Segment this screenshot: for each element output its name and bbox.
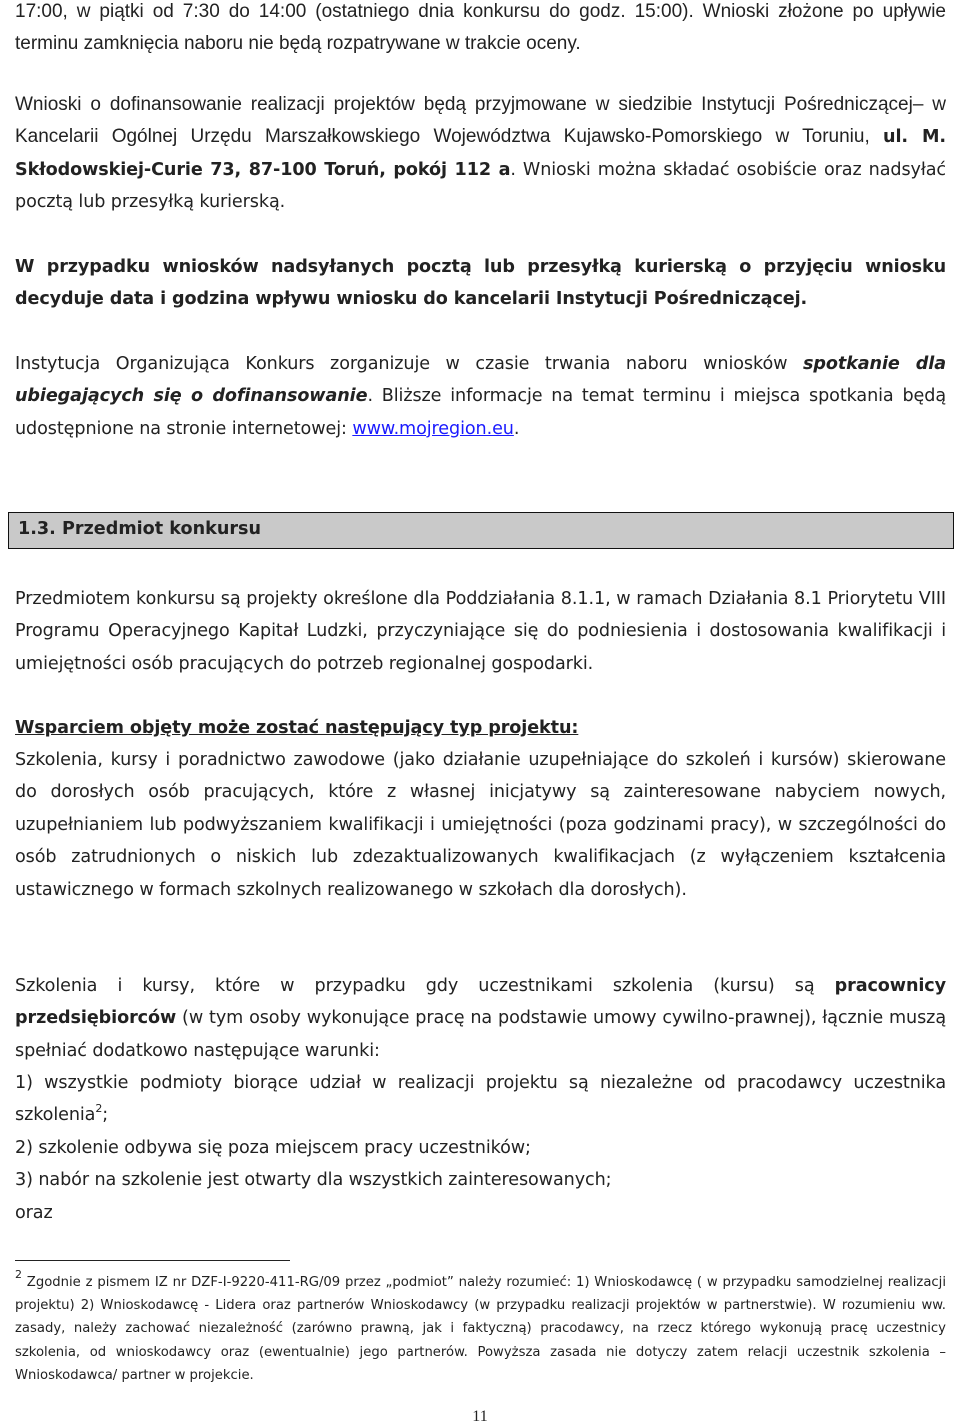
postal-paragraph: W przypadku wniosków nadsyłanych pocztą lub przesyłką kurierską o przyjęciu wniosku decyduje data i godzina wpływu wniosku do kancelarii Instytucji Pośredniczącej. xyxy=(15,257,946,310)
conditions-list xyxy=(15,1067,946,1229)
condition-item: 2) szkolenie odbywa się poza miejscem pracy uczestników; xyxy=(15,1137,531,1158)
website-link[interactable]: www.mojregion.eu xyxy=(352,418,514,439)
footnote-mark: 2 xyxy=(15,1268,22,1281)
meeting-emphasis: spotkanie dla ubiegających się o dofinansowanie xyxy=(15,354,947,407)
address-text: Wnioski o dofinansowanie realizacji projektów będą przyjmowane w siedzibie Instytucji Pośredniczącej– w Kancelarii Ogólnej Urzędu Marszałkowskiego Województwa Kujawsko-Pomorskiego w Toruniu, xyxy=(15,94,946,148)
section-title: 1.3. Przedmiot konkursu xyxy=(18,519,262,539)
meeting-text: Instytucja Organizująca Konkurs zorganizuje w czasie trwania naboru wniosków xyxy=(15,354,803,374)
conditions-tail: (w tym osoby wykonujące pracę na podstawie umowy cywilno-prawnej), łącznie muszą spełniać dodatkowo następujące warunki: xyxy=(15,1008,946,1061)
condition-item: 3) nabór na szkolenie jest otwarty dla wszystkich zainteresowanych; xyxy=(15,1170,612,1191)
support-heading: Wsparciem objęty może zostać następujący typ projektu: xyxy=(15,718,579,738)
conditions-bold: pracownicy przedsiębiorców xyxy=(15,976,946,1029)
meeting-end: . xyxy=(513,418,520,439)
condition-item: 1) wszystkie podmioty biorące udział w realizacji projektu są niezależne od pracodawcy uczestnika szkolenia$^2$; xyxy=(15,1073,946,1126)
footnote-separator xyxy=(15,1260,290,1261)
training-paragraph: Szkolenia, kursy i poradnictwo zawodowe (jako działanie uzupełniające do szkoleń i kursów) skierowane do dorosłych osób pracujących, które z własnej inicjatywy są zainteresowane nabyciem nowych, uzupełnianiem lub podwyższaniem kwalifikacji i umiejętności (poza godzinami pracy), w szczególności do osób zatrudnionych o niskich lub zdezaktualizowanych kwalifikacjach (z wyłączeniem kształcenia ustawicznego w formach szkolnych realizowanego w szkołach dla dorosłych). xyxy=(15,750,946,900)
meeting-info: . Bliższe informacje na temat terminu i miejsca spotkania będą udostępnione na stronie internetowej: xyxy=(15,386,946,439)
condition-item: oraz xyxy=(15,1202,53,1223)
footnote xyxy=(15,1268,946,1387)
subject-paragraph: Przedmiotem konkursu są projekty określone dla Poddziałania 8.1.1, w ramach Działania 8.1 Priorytetu VIII Programu Operacyjnego Kapitał Ludzki, przyczyniające się do podniesienia i dostosowania kwalifikacji i umiejętności osób pracujących do potrzeb regionalnej gospodarki. xyxy=(15,589,946,674)
meeting-paragraph xyxy=(15,348,946,445)
deadline-paragraph: 17:00, w piątki od 7:30 do 14:00 (ostatniego dnia konkursu do godz. 15:00). Wnioski złożone po upływie terminu zamknięcia naboru nie będą rozpatrywane w trakcie oceny. xyxy=(15,1,946,55)
section-header xyxy=(8,512,954,549)
address-paragraph xyxy=(15,89,946,219)
footnote-text: Zgodnie z pismem IZ nr DZF-I-9220-411-RG/09 przez „podmiot” należy rozumieć: 1) Wnioskodawcę ( w przypadku samodzielnej realizacji projektu) 2) Wnioskodawcę - Lidera oraz partnerów Wnioskodawcy (w przypadku realizacji projektów w partnerstwie). W rozumieniu ww. zasady, należy zachować niezależność (zarówno prawną, jak i faktyczną) pracodawcy, na rzecz którego wykonują pracę uczestnicy szkolenia, od wnioskodawcy oraz (ewentualnie) jego partnerów. Powyższa zasada nie dotyczy zatem relacji uczestnik szkolenia – Wnioskodawca/ partner w projekcie. xyxy=(15,1275,946,1383)
conditions-paragraph xyxy=(15,970,946,1067)
footnote-ref[interactable]: 2 xyxy=(95,1102,103,1116)
conditions-text: Szkolenia i kursy, które w przypadku gdy uczestnikami szkolenia (kursu) są xyxy=(15,976,835,996)
address-bold: ul. M. Skłodowskiej-Curie 73, 87-100 Toruń, pokój 112 a xyxy=(15,127,946,180)
page-number: 11 xyxy=(472,1408,488,1425)
address-tail: . Wnioski można składać osobiście oraz nadsyłać pocztą lub przesyłką kurierską. xyxy=(15,159,946,213)
